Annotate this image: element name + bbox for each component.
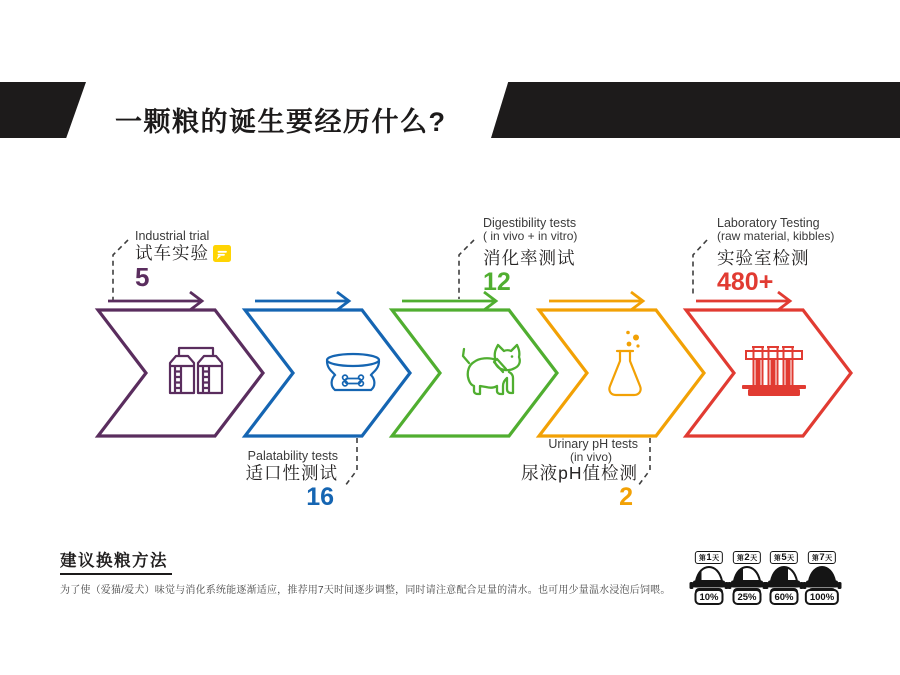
comment-icon — [213, 245, 231, 262]
stage-name-en: Industrial trial — [135, 229, 210, 243]
stage-name-en-detail: ( in vivo + in vitro) — [483, 229, 578, 243]
stage-label-palatability-tests — [178, 449, 338, 511]
stage-label-urinary-ph-tests — [478, 437, 638, 511]
chevron-stage-5 — [686, 292, 851, 436]
stage-name-zh: 适口性测试 — [245, 463, 338, 483]
chevron-shape-3 — [392, 310, 557, 436]
leader-stage-2 — [345, 438, 357, 486]
stage-label-industrial-trial — [135, 229, 231, 291]
stage-label-laboratory-testing — [717, 216, 834, 296]
day-badge-7: 第 7 天 — [808, 551, 836, 564]
stage-name-en: Laboratory Testing — [717, 216, 820, 230]
chevron-shape-4 — [539, 310, 704, 436]
stage-name-en: Urinary pH tests — [548, 437, 638, 451]
arrow-stage-2 — [255, 292, 349, 310]
leader-stage-1 — [113, 240, 128, 301]
leader-stage-5 — [693, 240, 707, 297]
percent-label-day-5: 60% — [769, 589, 798, 605]
stage-count: 2 — [619, 483, 633, 511]
stage-count: 5 — [135, 262, 150, 292]
stage-name-en: Palatability tests — [247, 449, 338, 463]
chevron-shape-2 — [245, 310, 410, 436]
percent-label-day-2: 25% — [732, 589, 761, 605]
stage-name-en: Digestibility tests — [483, 216, 577, 230]
chevron-stage-1 — [98, 292, 263, 436]
chevron-stage-3 — [392, 292, 557, 436]
transition-description: 为了使（爱猫/爱犬）味觉与消化系统能逐渐适应，推荐用7天时间逐步调整，同时请注意配合足量的清水。也可用少量温水浸泡后饲喂。 — [60, 585, 671, 596]
stage-name-zh: 实验室检测 — [717, 248, 810, 268]
arrow-stage-1 — [108, 292, 202, 310]
day-badge-5: 第 5 天 — [770, 551, 798, 564]
title-underline — [60, 573, 172, 575]
stage-label-digestibility-tests — [483, 216, 577, 296]
leader-stage-4 — [638, 438, 650, 486]
stage-count: 16 — [306, 483, 334, 511]
stage-count: 12 — [483, 268, 511, 296]
arrow-stage-3 — [402, 292, 496, 310]
day-badge-1: 第 1 天 — [695, 551, 723, 564]
transition-section-title: 建议换粮方法 — [60, 552, 168, 570]
percent-label-day-1: 10% — [694, 589, 723, 605]
leader-stage-3 — [459, 240, 474, 299]
percent-label-day-7: 100% — [805, 589, 839, 605]
stage-name-zh: 消化率测试 — [483, 248, 576, 268]
stage-name-zh: 尿液pH值检测 — [521, 463, 638, 483]
stage-name-en-detail: (in vivo) — [569, 450, 612, 464]
day-badge-2: 第 2 天 — [733, 551, 761, 564]
chevron-stage-2 — [245, 292, 410, 436]
stage-name-zh: 试车实验 — [135, 243, 209, 263]
chevron-stage-4 — [539, 292, 704, 436]
page-title: 一颗粮的诞生要经历什么? — [115, 107, 447, 137]
stage-count: 480+ — [717, 268, 774, 296]
stage-name-en-detail: (raw material, kibbles) — [717, 229, 835, 243]
